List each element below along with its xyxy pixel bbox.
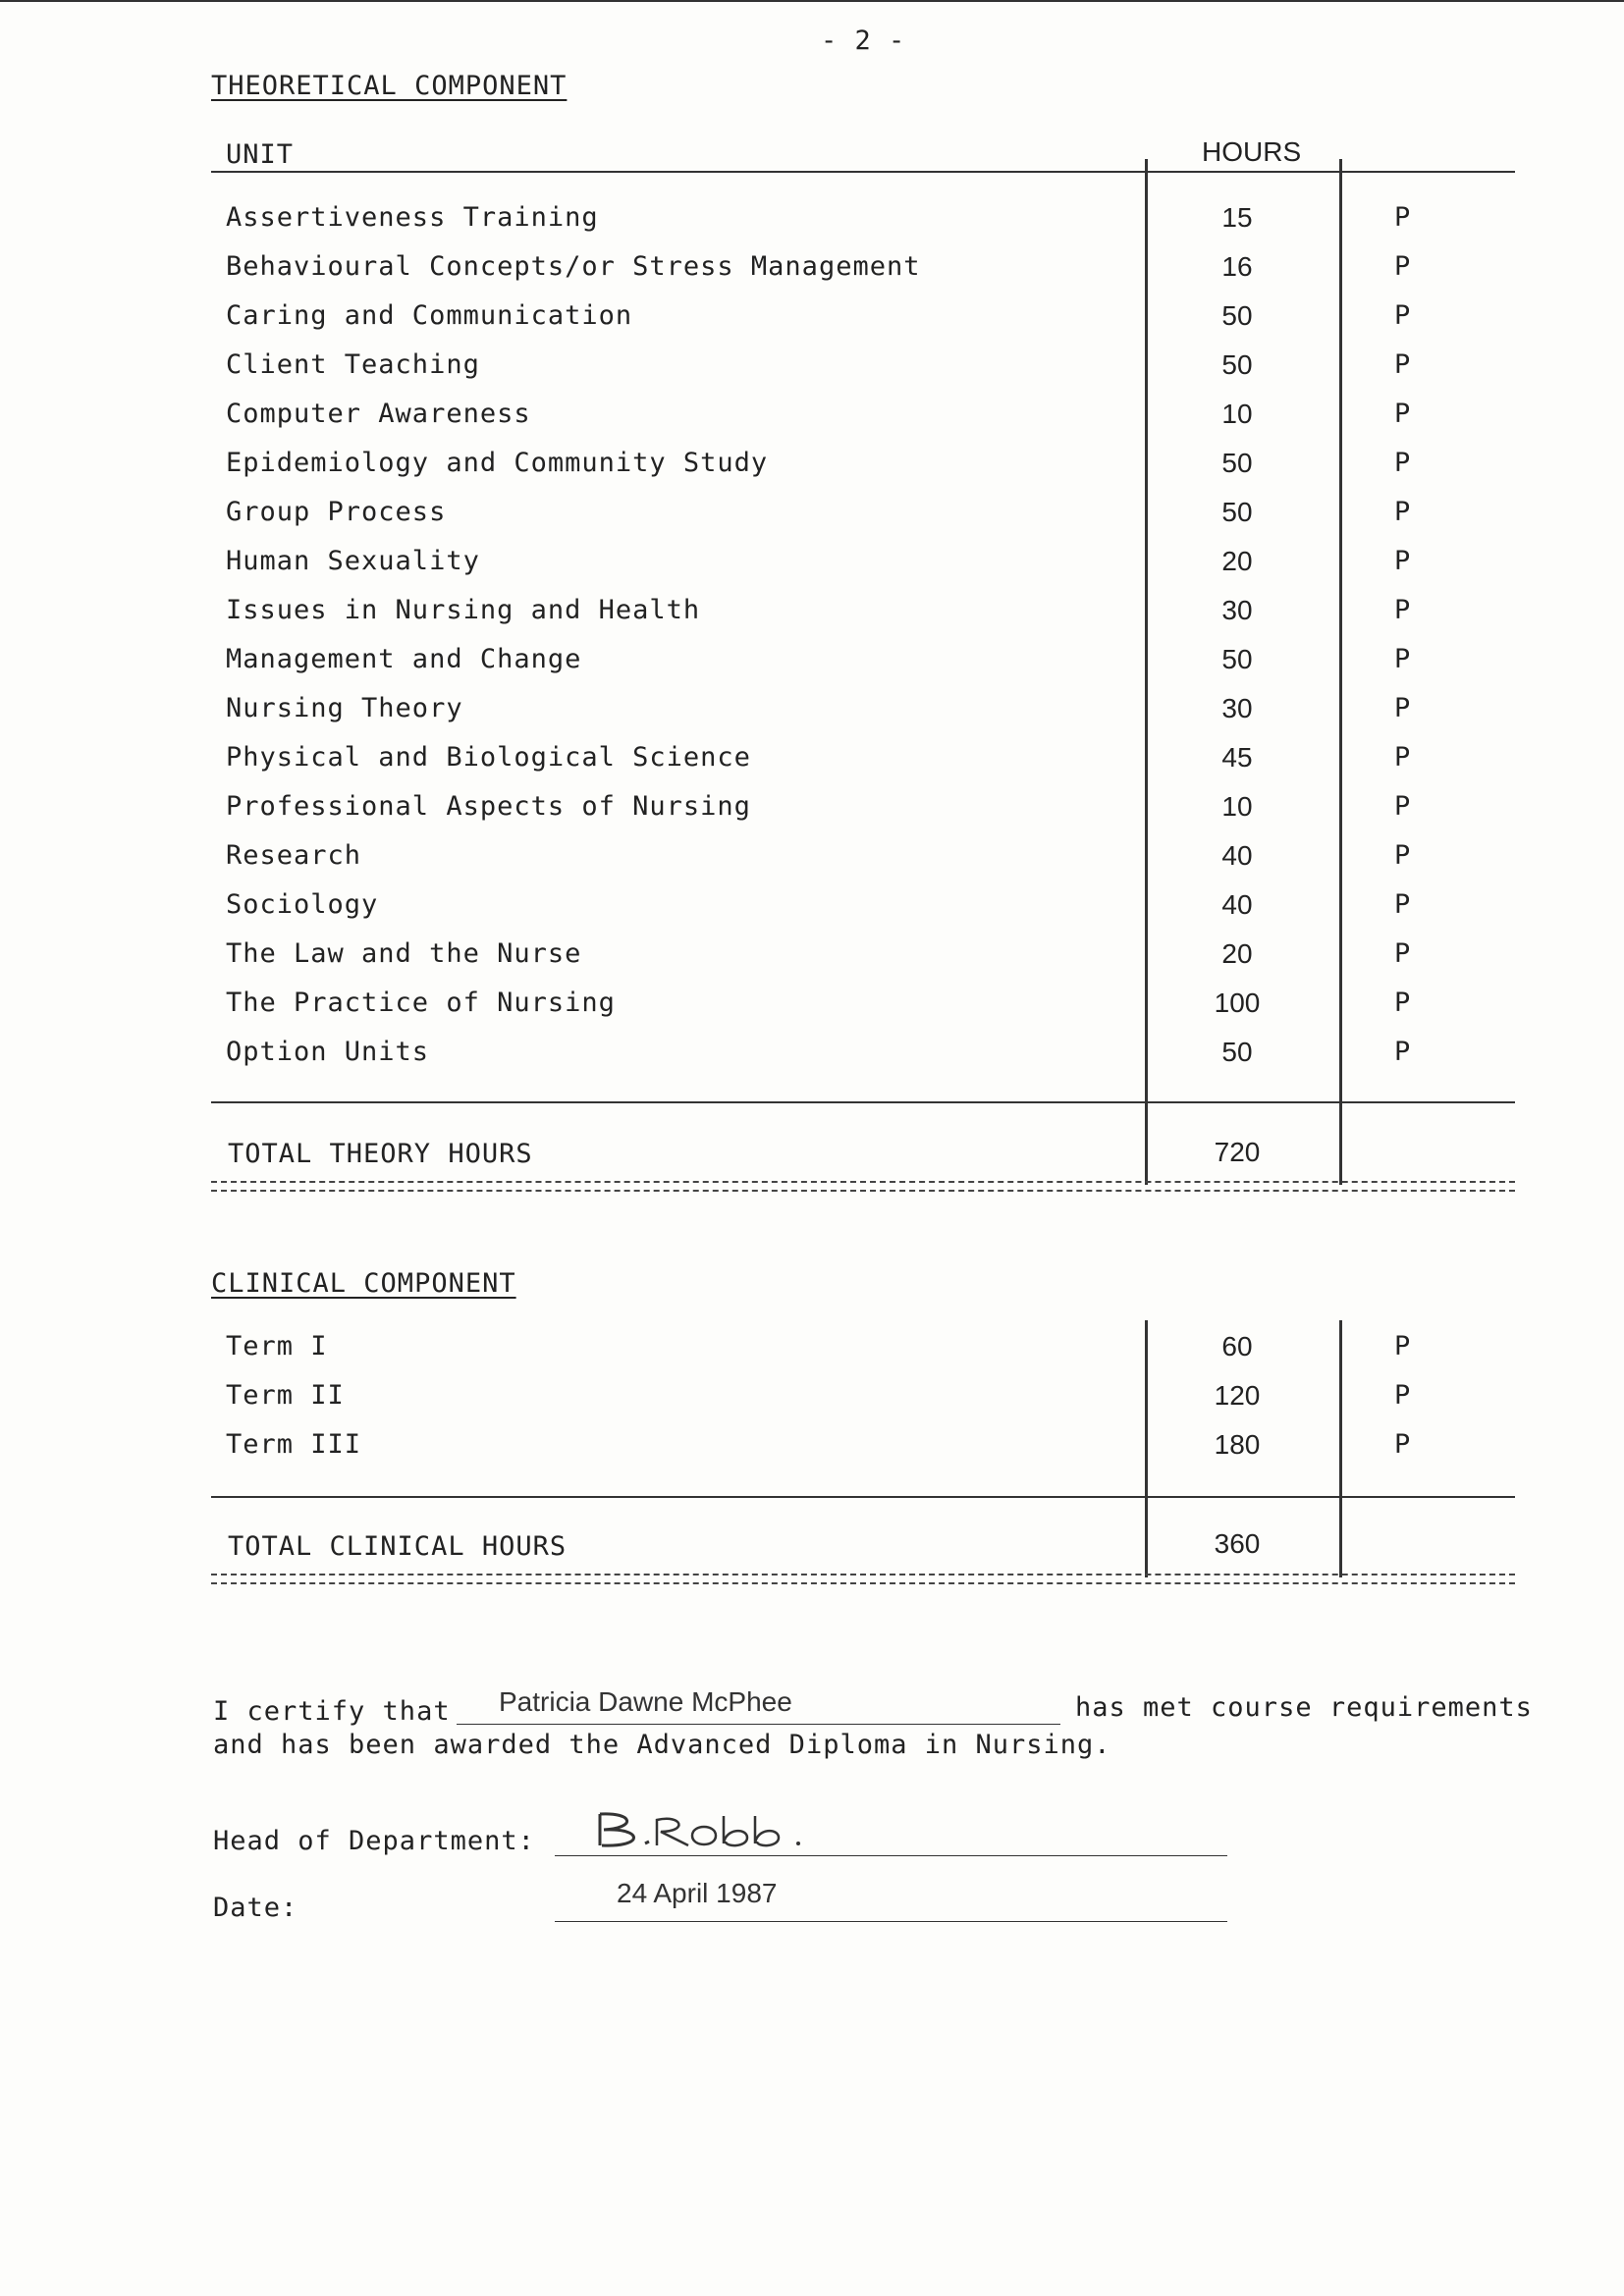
table-row	[0, 589, 1624, 638]
unit-result: P	[1394, 497, 1412, 527]
term-hours: 60	[1221, 1331, 1253, 1362]
table-row	[0, 1374, 1624, 1423]
unit-hours: 50	[1221, 497, 1253, 527]
unit-hours: 16	[1221, 251, 1253, 282]
unit-hours: 45	[1221, 742, 1253, 773]
theory-heading: THEORETICAL COMPONENT	[211, 71, 568, 101]
table-row	[0, 540, 1624, 589]
page-number: - 2 -	[821, 26, 906, 56]
table-row	[0, 245, 1624, 294]
unit-name: Epidemiology and Community Study	[226, 448, 769, 478]
unit-result: P	[1394, 1037, 1412, 1067]
unit-name: Physical and Biological Science	[226, 742, 751, 773]
student-name: Patricia Dawne McPhee	[499, 1686, 792, 1717]
unit-hours: 10	[1221, 791, 1253, 822]
unit-result: P	[1394, 693, 1412, 723]
unit-name: Client Teaching	[226, 349, 480, 380]
date-value: 24 April 1987	[617, 1878, 778, 1908]
unit-hours: 15	[1221, 202, 1253, 233]
unit-name: Human Sexuality	[226, 546, 480, 576]
unit-result: P	[1394, 595, 1412, 625]
unit-result: P	[1394, 938, 1412, 969]
total-clinical-label: TOTAL CLINICAL HOURS	[228, 1531, 568, 1562]
term-name: Term I	[226, 1331, 328, 1362]
unit-result: P	[1394, 202, 1412, 233]
unit-result: P	[1394, 448, 1412, 478]
term-name: Term II	[226, 1380, 345, 1411]
unit-hours: 40	[1221, 840, 1253, 871]
unit-name: Management and Change	[226, 644, 582, 674]
unit-result: P	[1394, 889, 1412, 920]
unit-hours: 50	[1221, 349, 1253, 380]
unit-name: Professional Aspects of Nursing	[226, 791, 751, 822]
unit-result: P	[1394, 644, 1412, 674]
unit-name: Research	[226, 840, 362, 871]
unit-column-header: UNIT	[226, 139, 295, 170]
theory-total-rule	[211, 1101, 1515, 1103]
unit-name: Behavioural Concepts/or Stress Management	[226, 251, 921, 282]
term-hours: 180	[1214, 1429, 1261, 1460]
head-of-department-label: Head of Department:	[213, 1826, 535, 1856]
unit-hours: 20	[1221, 938, 1253, 969]
table-row	[0, 1031, 1624, 1080]
table-row	[0, 196, 1624, 245]
unit-name: Issues in Nursing and Health	[226, 595, 701, 625]
table-row	[0, 294, 1624, 344]
unit-name: The Practice of Nursing	[226, 988, 616, 1018]
clinical-total-rule	[211, 1496, 1515, 1498]
signature-scribble	[594, 1806, 928, 1855]
unit-hours: 30	[1221, 595, 1253, 625]
term-name: Term III	[226, 1429, 362, 1460]
term-result: P	[1394, 1429, 1412, 1460]
unit-result: P	[1394, 988, 1412, 1018]
unit-hours: 20	[1221, 546, 1253, 576]
date-label: Date:	[213, 1893, 298, 1923]
unit-hours: 100	[1214, 988, 1261, 1018]
unit-name: Assertiveness Training	[226, 202, 599, 233]
table-row	[0, 687, 1624, 736]
table-row	[0, 933, 1624, 982]
certify-line2: and has been awarded the Advanced Diploma in Nursing.	[213, 1730, 1111, 1760]
table-row	[0, 442, 1624, 491]
unit-hours: 10	[1221, 399, 1253, 429]
clinical-heading: CLINICAL COMPONENT	[211, 1268, 516, 1299]
unit-result: P	[1394, 300, 1412, 331]
unit-hours: 50	[1221, 644, 1253, 674]
term-hours: 120	[1214, 1380, 1261, 1411]
unit-result: P	[1394, 546, 1412, 576]
unit-name: Nursing Theory	[226, 693, 463, 723]
certify-prefix: I certify that	[213, 1696, 451, 1727]
unit-name: Caring and Communication	[226, 300, 633, 331]
header-rule	[211, 171, 1515, 173]
unit-name: Computer Awareness	[226, 399, 531, 429]
clinical-double-rule	[211, 1574, 1515, 1584]
table-row	[0, 982, 1624, 1031]
unit-name: Group Process	[226, 497, 447, 527]
unit-hours: 30	[1221, 693, 1253, 723]
table-row	[0, 393, 1624, 442]
total-theory-value: 720	[1214, 1137, 1261, 1167]
unit-result: P	[1394, 742, 1412, 773]
total-clinical-value: 360	[1214, 1528, 1261, 1559]
table-row	[0, 638, 1624, 687]
unit-hours: 50	[1221, 448, 1253, 478]
table-row	[0, 785, 1624, 834]
table-row	[0, 736, 1624, 785]
unit-result: P	[1394, 791, 1412, 822]
unit-result: P	[1394, 251, 1412, 282]
table-row	[0, 1325, 1624, 1374]
table-row	[0, 834, 1624, 883]
term-result: P	[1394, 1331, 1412, 1362]
unit-name: Sociology	[226, 889, 379, 920]
unit-hours: 50	[1221, 300, 1253, 331]
unit-name: Option Units	[226, 1037, 430, 1067]
name-underline	[457, 1724, 1060, 1725]
unit-result: P	[1394, 399, 1412, 429]
signature	[594, 1806, 928, 1859]
table-row	[0, 883, 1624, 933]
table-row	[0, 1423, 1624, 1472]
signature-line	[555, 1855, 1227, 1856]
table-row	[0, 344, 1624, 393]
date-line	[555, 1921, 1227, 1922]
certify-suffix: has met course requirements	[1075, 1692, 1533, 1723]
unit-name: The Law and the Nurse	[226, 938, 582, 969]
theory-double-rule	[211, 1181, 1515, 1192]
unit-hours: 50	[1221, 1037, 1253, 1067]
table-row	[0, 491, 1624, 540]
term-result: P	[1394, 1380, 1412, 1411]
unit-result: P	[1394, 840, 1412, 871]
page-top-edge	[0, 0, 1624, 2]
unit-result: P	[1394, 349, 1412, 380]
unit-hours: 40	[1221, 889, 1253, 920]
hours-column-header: HOURS	[1202, 136, 1302, 167]
total-theory-label: TOTAL THEORY HOURS	[228, 1139, 533, 1169]
